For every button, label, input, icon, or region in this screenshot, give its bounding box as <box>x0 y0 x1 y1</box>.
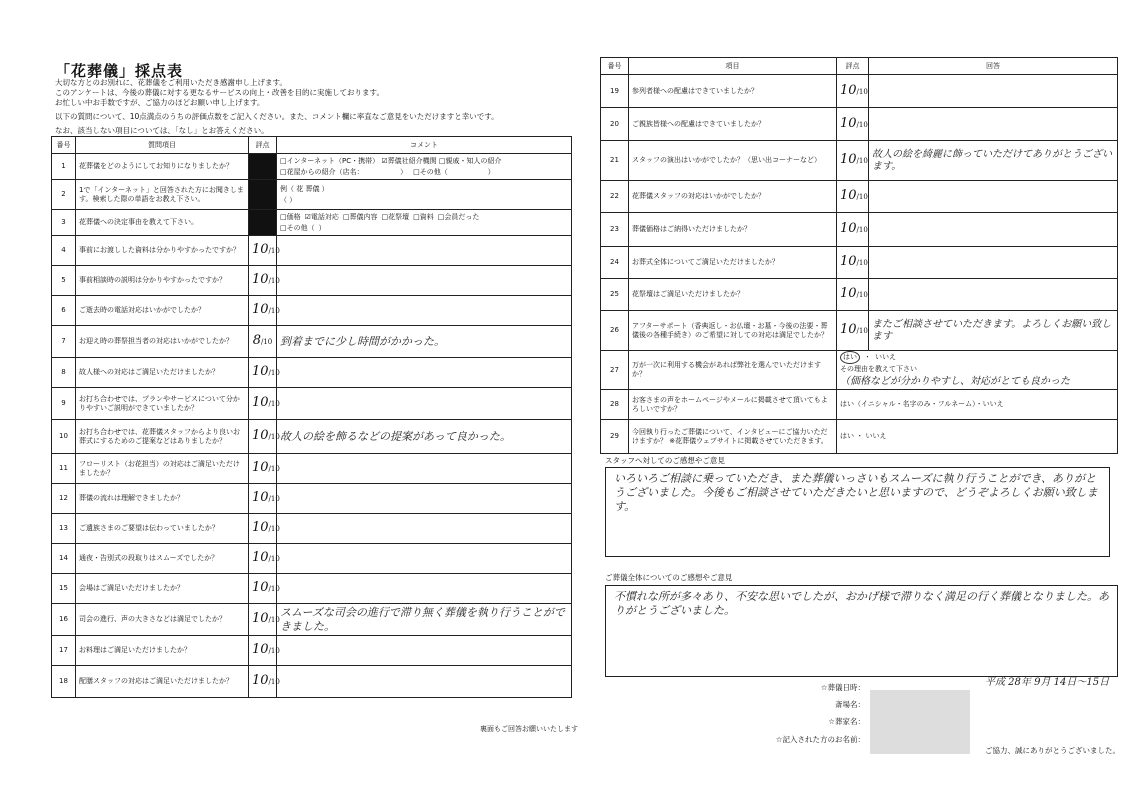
score-suffix: /10 <box>268 525 280 533</box>
row-comment[interactable] <box>277 236 572 266</box>
row-question: アフターサポート（香典返し・お仏壇・お墓・今後の法要・葬儀後の各種手続き）のご希望に対しての対応は満足でしたか？ <box>629 311 837 351</box>
decision-option: ） <box>318 223 326 232</box>
score-value: 10 <box>252 642 269 657</box>
row-question: お料理はご満足いただけましたか？ <box>76 636 249 666</box>
row-score[interactable] <box>837 141 869 181</box>
row-score[interactable] <box>837 279 869 311</box>
row-score[interactable] <box>249 636 280 666</box>
table-row <box>601 75 1118 108</box>
row-number: 13 <box>52 514 76 544</box>
row-number: 19 <box>601 75 629 108</box>
score-value: 10 <box>840 254 857 269</box>
row-question: 万が一次に利用する機会があれば弊社を選んでいただけますか？ <box>629 351 837 390</box>
score-value: 10 <box>252 520 269 535</box>
score-suffix: /10 <box>268 616 280 624</box>
score-value: 10 <box>840 322 857 337</box>
table-row <box>601 181 1118 213</box>
row-question: ご逝去時の電話対応はいかがでしたか？ <box>76 296 249 326</box>
row-number: 26 <box>601 311 629 351</box>
header-item-right: 項目 <box>629 58 837 75</box>
row-score[interactable] <box>837 311 869 351</box>
row-number: 24 <box>601 247 629 279</box>
decision-option[interactable]: □葬儀内容 <box>342 212 378 221</box>
row-number: 25 <box>601 279 629 311</box>
decision-options[interactable] <box>277 210 572 236</box>
search-blank[interactable]: （ ） <box>280 195 297 204</box>
table-row <box>601 108 1118 141</box>
table-row <box>601 351 1118 390</box>
row-number: 27 <box>601 351 629 390</box>
score-suffix: /10 <box>268 400 280 408</box>
score-suffix: /10 <box>856 259 868 267</box>
staff-feedback-box[interactable]: いろいろご相談に乗っていただき、また葬儀いっさいもスムーズに執り行うことができ、ありがとうございました。今後もご相談させていただきたいと思いますので、どうぞよろしくお願い致します。 <box>605 467 1110 557</box>
table-row <box>52 454 572 484</box>
row-number: 28 <box>601 390 629 420</box>
row-number: 7 <box>52 326 76 358</box>
funeral-date-value[interactable]: 平成 28年 9月 14日〜15日 <box>985 677 1110 688</box>
search-words[interactable] <box>277 180 572 210</box>
row-score[interactable] <box>249 236 280 266</box>
row-number: 29 <box>601 420 629 454</box>
reason-label: その理由を教えて下さい <box>840 365 917 373</box>
score-value: 10 <box>252 460 269 475</box>
row-comment[interactable] <box>277 666 572 698</box>
intro-line-3: お忙しい中お手数ですが、ご協力のほどお願い申し上げます。 <box>55 98 265 107</box>
funeral-date-label: ☆葬儀日時： <box>820 683 865 692</box>
row-comment[interactable]: 到着までに少し時間がかかった。 <box>277 326 572 358</box>
table-row <box>52 544 572 574</box>
table-row <box>52 574 572 604</box>
writer-name-label: ☆記入された方のお名前： <box>775 735 865 744</box>
row-answer[interactable] <box>869 213 1118 247</box>
score-value: 10 <box>252 550 269 565</box>
table-row <box>601 390 1118 420</box>
header-answer-right: 回答 <box>869 58 1118 75</box>
table-row <box>52 388 572 420</box>
table-row <box>52 326 572 358</box>
score-suffix: /10 <box>268 585 280 593</box>
row-question: お葬式全体についてご満足いただけましたか？ <box>629 247 837 279</box>
row-number: 14 <box>52 544 76 574</box>
row-number: 11 <box>52 454 76 484</box>
score-suffix: /10 <box>856 226 868 234</box>
score-suffix: /10 <box>268 433 280 441</box>
row-question: 配膳スタッフの対応はご満足いただけましたか？ <box>76 666 249 698</box>
row-score[interactable] <box>249 420 280 454</box>
row-comment[interactable] <box>277 358 572 388</box>
row-score[interactable] <box>249 266 280 296</box>
row-number: 9 <box>52 388 76 420</box>
intro-line-4: 以下の質問について、10点満点のうちの評価点数をご記入ください。また、コメント欄に率直なご意見をいただけますと幸いです。 <box>55 112 499 121</box>
row-score[interactable] <box>249 604 280 636</box>
score-value: 10 <box>252 272 269 287</box>
row-question: 会場はご満足いただけましたか？ <box>76 574 249 604</box>
row-comment[interactable] <box>277 484 572 514</box>
score-value: 10 <box>840 115 857 131</box>
row-answer[interactable]: 故人の絵を綺麗に飾っていただけてありがとうございます。 <box>869 141 1118 181</box>
row-number: 23 <box>601 213 629 247</box>
row-question: 1で「インターネット」と回答された方にお聞きします。検索した際の単語をお教え下さい。 <box>76 180 249 210</box>
right-question-table <box>600 57 1118 454</box>
row-number: 15 <box>52 574 76 604</box>
option-other[interactable]: □その他（ <box>413 167 448 176</box>
row-answer[interactable] <box>869 75 1118 108</box>
table-row <box>52 358 572 388</box>
score-value: 10 <box>252 673 269 688</box>
row-comment[interactable] <box>277 454 572 484</box>
left-question-table <box>51 136 572 698</box>
row-score[interactable] <box>249 388 280 420</box>
redacted-name-block <box>870 690 970 754</box>
score-suffix: /10 <box>268 555 280 563</box>
row-score[interactable] <box>249 454 280 484</box>
table-row <box>52 154 572 180</box>
row-number: 16 <box>52 604 76 636</box>
header-item: 質問項目 <box>76 137 249 154</box>
row-question: お打ち合わせでは、花葬儀スタッフからより良いお葬式にするためのご提案などはありましたか？ <box>76 420 249 454</box>
row-number: 8 <box>52 358 76 388</box>
intro-line-1: 大切な方とのお別れに、花葬儀をご利用いただき感謝申し上げます。 <box>55 78 287 87</box>
table-row <box>601 279 1118 311</box>
score-redacted <box>249 180 277 210</box>
row-score[interactable] <box>837 247 869 279</box>
row-number: 21 <box>601 141 629 181</box>
score-value: 10 <box>252 611 269 626</box>
score-suffix: /10 <box>268 307 280 315</box>
row-score[interactable] <box>249 574 280 604</box>
option-other-close: ） <box>487 167 495 176</box>
thanks-text: ご協力、誠にありがとうございました。 <box>985 746 1120 755</box>
row-score[interactable] <box>837 181 869 213</box>
score-redacted <box>249 154 277 180</box>
row-question: 花葬儀スタッフの対応はいかがでしたか？ <box>629 181 837 213</box>
row-question: ご親族皆様への配慮はできていましたか？ <box>629 108 837 141</box>
overall-feedback-box[interactable]: 不慣れな所が多々あり、不安な思いでしたが、おかげ様で滞りなく満足の行く葬儀となりました。ありがとうございました。 <box>605 585 1118 677</box>
row-answer[interactable] <box>869 247 1118 279</box>
header-comment: コメント <box>277 137 572 154</box>
table-row <box>601 420 1118 454</box>
table-row <box>52 236 572 266</box>
row-score[interactable] <box>837 213 869 247</box>
row-question: ご遺族さまのご要望は伝わっていましたか？ <box>76 514 249 544</box>
score-value: 10 <box>252 428 269 443</box>
row-comment[interactable]: スムーズな司会の進行で滞り無く葬儀を執り行うことができました。 <box>277 604 572 636</box>
score-suffix: /10 <box>261 338 273 346</box>
row-question: 事前相談時の説明は分かりやすかったですか？ <box>76 266 249 296</box>
row-question: 葬儀価格はご納得いただけましたか？ <box>629 213 837 247</box>
score-suffix: /10 <box>268 647 280 655</box>
decision-option[interactable]: ☑電話対応 <box>304 212 339 221</box>
score-value: 10 <box>252 580 269 595</box>
table-row <box>601 141 1118 181</box>
score-suffix: /10 <box>856 291 868 299</box>
table-row <box>52 210 572 236</box>
option-agency[interactable]: ☑葬儀社紹介機関 <box>381 156 437 165</box>
row-question: 司会の進行、声の大きさなどは満足でしたか？ <box>76 604 249 636</box>
row-question: 通夜・告別式の段取りはスムーズでしたか？ <box>76 544 249 574</box>
publish-options[interactable]: はい（イニシャル・名字のみ・フルネーム）・いいえ <box>837 390 1118 420</box>
score-value: 10 <box>252 242 269 257</box>
row-answer[interactable]: またご相談させていただきます。よろしくお願い致します <box>869 311 1118 351</box>
score-suffix: /10 <box>268 277 280 285</box>
row-answer[interactable] <box>869 279 1118 311</box>
score-value: 10 <box>252 302 269 317</box>
decision-option[interactable]: □その他（ <box>280 223 315 232</box>
score-value: 10 <box>252 490 269 505</box>
row-question: 事前にお渡しした資料は分かりやすかったですか？ <box>76 236 249 266</box>
family-name-label: ☆葬家名： <box>828 717 865 726</box>
table-row <box>601 247 1118 279</box>
score-value: 10 <box>252 395 269 410</box>
row-number: 3 <box>52 210 76 236</box>
decision-option[interactable]: □資料 <box>413 212 434 221</box>
row-number: 1 <box>52 154 76 180</box>
row-question: 花祭壇はご満足いただけましたか？ <box>629 279 837 311</box>
score-redacted <box>249 210 277 236</box>
score-suffix: /10 <box>268 678 280 686</box>
score-suffix: /10 <box>268 495 280 503</box>
row-number: 6 <box>52 296 76 326</box>
header-score: 評点 <box>249 137 277 154</box>
row-question: お打ち合わせでは、プランやサービスについて分かりやすいご説明ができていましたか？ <box>76 388 249 420</box>
row-score[interactable] <box>837 108 869 141</box>
row-number: 10 <box>52 420 76 454</box>
option-relatives[interactable]: □親戚・知人の紹介 <box>438 156 502 165</box>
header-num: 番号 <box>52 137 76 154</box>
score-suffix: /10 <box>856 120 868 129</box>
decision-option[interactable]: □価格 <box>280 212 301 221</box>
score-value: 8 <box>252 333 261 348</box>
table-row <box>52 666 572 698</box>
score-value: 10 <box>840 286 857 301</box>
header-score-right: 評点 <box>837 58 869 75</box>
staff-feedback-label: スタッフへ対してのご感想やご意見 <box>605 456 725 465</box>
row-question: フローリスト（お花担当）の対応はご満足いただけましたか？ <box>76 454 249 484</box>
row-score[interactable] <box>249 666 280 698</box>
row-number: 5 <box>52 266 76 296</box>
row-score[interactable] <box>249 296 280 326</box>
source-options[interactable] <box>277 154 572 180</box>
row-number: 4 <box>52 236 76 266</box>
row-comment[interactable] <box>277 544 572 574</box>
row-number: 22 <box>601 181 629 213</box>
table-row <box>52 420 572 454</box>
no-option[interactable]: いいえ <box>875 353 896 361</box>
score-suffix: /10 <box>268 465 280 473</box>
row-comment[interactable] <box>277 388 572 420</box>
row-question: 花葬儀をどのようにしてお知りになりましたか？ <box>76 154 249 180</box>
row-score[interactable] <box>249 484 280 514</box>
row-comment[interactable] <box>277 266 572 296</box>
row-question: 参列者様への配慮はできていましたか？ <box>629 75 837 108</box>
row-score[interactable] <box>249 514 280 544</box>
score-value: 10 <box>252 364 269 379</box>
intro-line-5: なお、該当しない項目については、「なし」とお答えください。 <box>55 126 269 135</box>
row-score[interactable] <box>837 75 869 108</box>
table-row <box>52 266 572 296</box>
row-question: 葬儀の流れは理解できましたか？ <box>76 484 249 514</box>
score-value: 10 <box>840 221 857 236</box>
overall-feedback-label: ご葬儀全体についてのご感想やご意見 <box>605 573 733 582</box>
row-score[interactable] <box>249 358 280 388</box>
score-value: 10 <box>840 82 857 98</box>
table-row <box>52 484 572 514</box>
row-number: 20 <box>601 108 629 141</box>
score-suffix: /10 <box>268 369 280 377</box>
option-florist[interactable]: □花屋からの紹介（店名： <box>280 167 361 176</box>
table-row <box>52 180 572 210</box>
score-value: 10 <box>840 188 857 203</box>
table-row <box>52 296 572 326</box>
row-comment[interactable] <box>277 574 572 604</box>
row-comment[interactable] <box>277 296 572 326</box>
table-row <box>601 213 1118 247</box>
row-question: お迎え時の葬祭担当者の対応はいかがでしたか？ <box>76 326 249 358</box>
row-number: 17 <box>52 636 76 666</box>
header-num-right: 番号 <box>601 58 629 75</box>
yes-option[interactable]: はい <box>840 351 860 364</box>
row-question: お客さまの声をホームページやメールに掲載させて頂いてもよろしいですか？ <box>629 390 837 420</box>
row-number: 2 <box>52 180 76 210</box>
row-score[interactable] <box>249 326 277 358</box>
row-number: 12 <box>52 484 76 514</box>
row-answer[interactable] <box>869 181 1118 213</box>
row-question: 花葬儀への決定事由を教えて下さい。 <box>76 210 249 236</box>
row-comment[interactable] <box>277 636 572 666</box>
search-example: 例（ 花 葬儀 ） <box>280 184 329 193</box>
score-suffix: /10 <box>856 327 868 335</box>
option-florist-close: ） <box>400 167 408 176</box>
decision-option[interactable]: □花祭壇 <box>381 212 410 221</box>
separator: ・ <box>864 353 871 361</box>
reuse-answer[interactable] <box>837 351 1118 390</box>
back-side-note: 裏面もご回答お願いいたします <box>480 725 578 733</box>
row-number: 18 <box>52 666 76 698</box>
score-value: 10 <box>840 152 857 167</box>
score-suffix: /10 <box>268 247 280 255</box>
decision-option[interactable]: □会員だった <box>437 212 480 221</box>
score-suffix: /10 <box>856 87 868 96</box>
form-title: 「花葬儀」採点表 <box>55 62 184 80</box>
table-row <box>52 514 572 544</box>
interview-options[interactable]: はい ・ いいえ <box>837 420 1118 454</box>
reason-text[interactable]: （価格などが分かりやすし、対応がとても良かった <box>840 376 1070 387</box>
row-question: 故人様への対応はご満足いただけましたか？ <box>76 358 249 388</box>
hall-name-label: 斎場名： <box>835 700 865 709</box>
table-row <box>52 636 572 666</box>
intro-line-2: このアンケートは、今後の葬儀に対する更なるサービスの向上・改善を目的に実施しております。 <box>55 88 384 97</box>
row-score[interactable] <box>249 544 280 574</box>
row-answer[interactable] <box>869 108 1118 141</box>
score-suffix: /10 <box>856 193 868 201</box>
score-suffix: /10 <box>856 157 868 165</box>
row-comment[interactable]: 故人の絵を飾るなどの提案があって良かった。 <box>277 420 572 454</box>
row-question: スタッフの演出はいかがでしたか？（思い出コーナーなど） <box>629 141 837 181</box>
row-question: 今回執り行ったご葬儀について、インタビューにご協力いただけますか？ ※花葬儀ウェブサイトに掲載させていただきます。 <box>629 420 837 454</box>
option-internet[interactable]: □インターネット（PC・携帯） <box>280 156 380 165</box>
table-row <box>601 311 1118 351</box>
table-row <box>52 604 572 636</box>
row-comment[interactable] <box>277 514 572 544</box>
